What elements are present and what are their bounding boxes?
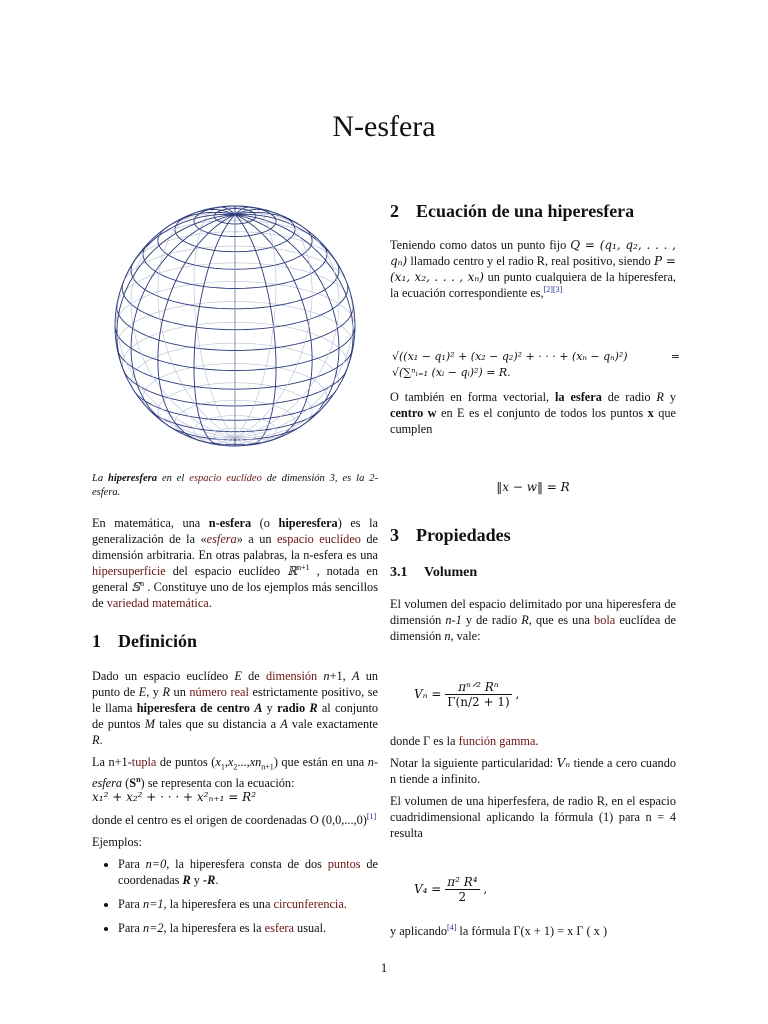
examples-list bbox=[92, 856, 378, 936]
volume-paragraph: El volumen del espacio delimitado por una hiperesfera de dimensión n-1 y de radio R, que es una bola euclídea de dimensión n, vale: bbox=[390, 597, 677, 643]
link-puntos[interactable]: puntos bbox=[327, 857, 361, 871]
link-espacio-euclideo-2[interactable]: espacio euclídeo bbox=[276, 532, 361, 546]
link-variedad-matematica[interactable]: variedad matemática bbox=[106, 596, 209, 610]
subsection-3-1-heading: 3.1 Volumen bbox=[390, 565, 478, 580]
sphere-grid-line bbox=[235, 215, 353, 379]
link-tupla[interactable]: tupla bbox=[131, 755, 157, 769]
link-esfera-2[interactable]: esfera bbox=[264, 921, 294, 935]
sphere-grid-line bbox=[117, 302, 235, 350]
section-1-heading: 1 Definición bbox=[92, 631, 197, 651]
section-3-heading: 3 Propiedades bbox=[390, 525, 511, 545]
link-funcion-gamma[interactable]: función gamma bbox=[458, 734, 536, 748]
equation-volume-4: V₄ = $\frac{\text{π² R⁴}}{2}$ , bbox=[414, 875, 488, 904]
sphere-figure bbox=[92, 196, 378, 466]
vector-paragraph: O también en forma vectorial, la esfera de radio R y centro w en E es el conjunto de todos los puntos x que cumplen bbox=[390, 390, 676, 436]
section-1-body bbox=[92, 668, 378, 797]
intro-paragraph: En matemática, una n-esfera (o hiperesfera) es la generalización de la «esfera» a un espacio euclídeo de dimensión arbitraria. En otras palabras, la n-esfera es una hipersuperficie del espacio euclídeo ℝ$^{n+1}$ , notada en general 𝕊$^n$ . Constituye uno de los ejemplos más sencillos de variedad matemática. bbox=[92, 516, 378, 610]
page-number: 1 bbox=[380, 960, 388, 975]
gamma-paragraph: y aplicando[4] la fórmula Γ(x + 1) = x Γ ( x ) bbox=[390, 922, 608, 938]
definition-paragraph: Dado un espacio euclídeo E de dimensión n+1, A un punto de E, y R un número real estrictamente positivo, se le llama hiperesfera de centro A y radio R al conjunto de puntos M tales que su distancia a A vale exactamente R. bbox=[92, 669, 379, 747]
link-hipersuperficie[interactable]: hipersuperficie bbox=[92, 564, 166, 578]
list-item: • Para n=1, la hiperesfera es una circunferencia. bbox=[118, 896, 378, 912]
equation-distance: √((x₁ − q₁)² + (x₂ − q₂)² + · · · + (xₙ − qₙ)²) = √(∑ⁿᵢ₌₁ (xᵢ − qᵢ)²) = R. bbox=[392, 350, 680, 379]
citation-4[interactable]: [4] bbox=[447, 922, 457, 932]
link-esfera[interactable]: esfera bbox=[206, 532, 237, 546]
sphere-grid-line bbox=[123, 369, 235, 406]
equation-sum: x₁² + x₂² + · · · + x²ₙ₊₁ = R² bbox=[92, 790, 257, 804]
sphere-grid-line bbox=[115, 326, 235, 371]
equation-volume: Vₙ = $\frac{\text{πⁿᐟ² Rⁿ}}{\Gamma(n/2 + 1)}$ , bbox=[414, 680, 520, 709]
sphere-grid-line-back bbox=[235, 378, 343, 437]
link-numero-real[interactable]: número real bbox=[189, 685, 249, 699]
sphere-grid-line bbox=[117, 215, 235, 379]
link-circunferencia[interactable]: circunferencia bbox=[273, 897, 344, 911]
list-item: • Para n=2, la hiperesfera es la esfera usual. bbox=[118, 920, 378, 936]
sphere-grid-line bbox=[235, 326, 355, 371]
section-1-body-2: donde el centro es el origen de coordenadas O (0,0,...,0)[1] Ejemplos: • Para n=0, la hiperesfera consta de dos puntos de coordenadas R y -R. • Para n=1, la hiperesfera es una circunferencia. • Para n=2, la hiperesfera es la esfera usual. bbox=[92, 812, 378, 944]
tuple-paragraph: La n+1-tupla de puntos $(x_1,x_2...,xn_{n+1})$ que están en una n-esfera $(S^n)$ se representa con la ecuación: bbox=[92, 755, 378, 791]
citation-2-3[interactable]: [2][3] bbox=[543, 284, 563, 294]
list-item: • Para n=0, la hiperesfera consta de dos puntos de coordenadas R y -R. bbox=[118, 856, 378, 888]
page-title: N-esfera bbox=[332, 110, 436, 143]
section-2-heading: 2 Ecuación de una hiperesfera bbox=[390, 201, 635, 221]
figure-caption: La hiperesfera en el espacio euclídeo de dimensión 3, es la 2-esfera. bbox=[92, 473, 378, 498]
sphere-grid-line bbox=[235, 392, 335, 421]
link-dimension[interactable]: dimensión bbox=[265, 669, 318, 683]
volume-notes: donde Γ es la función gamma. Notar la siguiente particularidad: Vₙ tiende a cero cuando n tiende a infinito. El volumen de una hiperfesfera, de radio R, en el espacio cuadridimensional aplicando la fórmula (1) para n = 4 resulta bbox=[390, 734, 676, 840]
citation-1[interactable]: [1] bbox=[366, 811, 377, 821]
link-espacio-euclideo[interactable]: espacio euclídeo bbox=[189, 473, 262, 484]
equation-vector: ‖x − w‖ = R bbox=[496, 480, 570, 494]
section-2-body: Teniendo como datos un punto fijo Q = (q₁, q₂, . . . , qₙ) llamado centro y el radio R, real positivo, siendo P = (x₁, x₂, . . . , xₙ) un punto cualquiera de la hiperesfera, la ecuación correspondiente es,[2][3] bbox=[390, 238, 676, 300]
sphere-grid-line bbox=[133, 390, 235, 421]
sphere-grid-line bbox=[122, 281, 235, 329]
link-bola[interactable]: bola bbox=[594, 613, 616, 627]
